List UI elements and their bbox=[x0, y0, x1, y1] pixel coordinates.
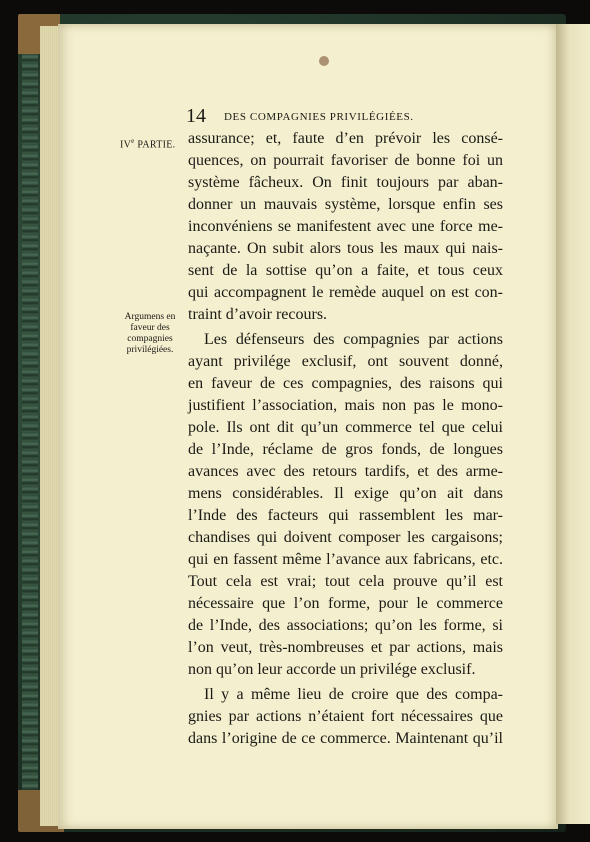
body-line: l’on veut, très-nombreuses et par actions, mais bbox=[188, 639, 503, 656]
margin-note-line: privilégiées. bbox=[126, 345, 174, 355]
margin-note-line: compagnies bbox=[127, 334, 173, 344]
body-line: mens considérables. Il exige qu’on ait dans bbox=[188, 485, 503, 502]
body-line: Tout cela est vrai; tout cela prouve qu’il est bbox=[188, 573, 503, 590]
body-line: l’Inde des facteurs qui rassemblent les mar- bbox=[188, 507, 503, 524]
body-line: de l’Inde, réclame de gros fonds, de longues bbox=[188, 441, 503, 458]
margin-note-line: faveur des bbox=[130, 323, 170, 333]
part-label-numeral: IV bbox=[120, 139, 132, 151]
body-line: traint d’avoir recours. bbox=[188, 306, 328, 323]
body-line: naçante. On subit alors tous les maux qui nais- bbox=[188, 240, 503, 257]
body-line: qui accompagnent le remède auquel on est con- bbox=[188, 284, 503, 301]
body-line: dans l’origine de ce commerce. Maintenant qu’il bbox=[188, 730, 503, 747]
body-line: avances avec des retours tardifs, et des arme- bbox=[188, 463, 503, 480]
body-line: inconvéniens se manifestent avec une force me- bbox=[188, 218, 503, 235]
body-line: sent de la sottise qu’on a faite, et tous ceux bbox=[188, 262, 503, 279]
body-line: ayant privilége exclusif, ont souvent donné, bbox=[188, 353, 503, 370]
running-head: DES COMPAGNIES PRIVILÉGIÉES. bbox=[224, 111, 414, 123]
part-label-word: PARTIE. bbox=[134, 139, 176, 151]
part-label-sup: e bbox=[131, 137, 135, 145]
page-header bbox=[186, 104, 508, 128]
body-line: système fâcheux. On finit toujours par aban- bbox=[188, 174, 503, 191]
margin-note-line: Argumens en bbox=[124, 312, 176, 322]
body-line: de l’Inde, des associations; qu’on les forme, si bbox=[188, 617, 503, 634]
body-line: chandises qui doivent composer les cargaisons; bbox=[188, 529, 503, 546]
body-line: justifient l’association, mais non pas le mono- bbox=[188, 397, 503, 414]
body-line: gnies par actions n’étaient fort nécessaires que bbox=[188, 708, 503, 725]
body-line: qui en fassent même l’avance aux fabricans, etc. bbox=[188, 551, 503, 568]
cover-spine-edge bbox=[22, 18, 38, 828]
body-line: en faveur de ces compagnies, des raisons qui bbox=[188, 375, 503, 392]
part-label bbox=[120, 137, 175, 150]
foxing-spot bbox=[319, 56, 329, 66]
body-line: quences, on pourrait favoriser de bonne foi un bbox=[188, 152, 503, 169]
margin-note bbox=[118, 312, 182, 356]
page-number: 14 bbox=[186, 105, 206, 127]
body-line: nécessaire que l’on forme, pour le commerce bbox=[188, 595, 503, 612]
body-line: donner un mauvais système, lorsque enfin ses bbox=[188, 196, 503, 213]
body-line: pole. Ils ont dit qu’un commerce tel que celui bbox=[188, 419, 503, 436]
facing-page-edge bbox=[556, 24, 590, 824]
body-line: assurance; et, faute d’en prévoir les consé- bbox=[188, 130, 503, 147]
body-line: non qu’on leur accorde un privilége exclusif. bbox=[188, 661, 476, 678]
body-line: Il y a même lieu de croire que des compa- bbox=[204, 686, 503, 703]
body-line: Les défenseurs des compagnies par actions bbox=[204, 331, 503, 348]
